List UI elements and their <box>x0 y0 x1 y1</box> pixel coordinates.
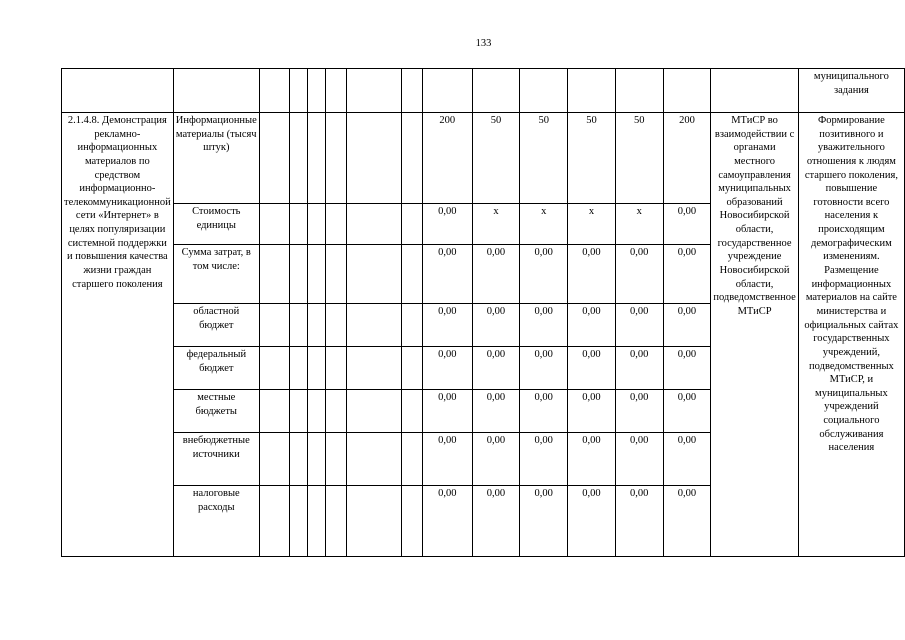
empty-cell <box>472 69 520 113</box>
blank-col-a <box>259 390 289 433</box>
value-cell: 0,00 <box>663 204 711 245</box>
value-cell: 0,00 <box>422 390 472 433</box>
value-cell: 0,00 <box>568 486 616 557</box>
blank-col-a <box>259 347 289 390</box>
empty-cell <box>259 69 289 113</box>
program-table <box>61 68 905 557</box>
blank-col-e <box>347 245 401 304</box>
value-cell: 0,00 <box>663 347 711 390</box>
result-continuation: муниципального задания <box>798 69 904 113</box>
value-cell: 0,00 <box>663 245 711 304</box>
empty-cell <box>62 69 174 113</box>
empty-cell <box>663 69 711 113</box>
blank-col-e <box>347 347 401 390</box>
indicator-label: областной бюджет <box>173 304 259 347</box>
blank-col-f <box>401 204 422 245</box>
empty-cell <box>422 69 472 113</box>
blank-col-c <box>307 245 325 304</box>
blank-col-a <box>259 245 289 304</box>
indicator-label: федеральный бюджет <box>173 347 259 390</box>
value-cell: 0,00 <box>422 486 472 557</box>
blank-col-d <box>326 113 347 204</box>
blank-col-f <box>401 486 422 557</box>
indicator-row <box>62 113 905 204</box>
value-cell: х <box>615 204 663 245</box>
blank-col-b <box>289 204 307 245</box>
blank-col-e <box>347 204 401 245</box>
blank-col-a <box>259 433 289 486</box>
value-cell: х <box>568 204 616 245</box>
blank-col-b <box>289 486 307 557</box>
value-cell: 200 <box>422 113 472 204</box>
empty-cell <box>711 69 798 113</box>
blank-col-c <box>307 204 325 245</box>
blank-col-a <box>259 113 289 204</box>
indicator-label: Информационные материалы (тысяч штук) <box>173 113 259 204</box>
indicator-label: Сумма затрат, в том числе: <box>173 245 259 304</box>
blank-col-d <box>326 390 347 433</box>
value-cell: 0,00 <box>615 390 663 433</box>
blank-col-c <box>307 390 325 433</box>
blank-col-b <box>289 304 307 347</box>
blank-col-e <box>347 390 401 433</box>
continuation-row <box>62 69 905 113</box>
blank-col-f <box>401 113 422 204</box>
value-cell: 0,00 <box>520 245 568 304</box>
value-cell: 0,00 <box>663 486 711 557</box>
empty-cell <box>289 69 307 113</box>
blank-col-d <box>326 245 347 304</box>
empty-cell <box>307 69 325 113</box>
blank-col-d <box>326 486 347 557</box>
value-cell: 200 <box>663 113 711 204</box>
value-cell: 0,00 <box>472 390 520 433</box>
value-cell: 50 <box>520 113 568 204</box>
value-cell: 50 <box>615 113 663 204</box>
executor-cell: МТиСР во взаимодействии с органами местного самоуправления муниципальных образований Новосибирской области, государственное учреждение Новосибирской области, подведомственное МТиСР <box>711 113 798 557</box>
blank-col-a <box>259 486 289 557</box>
empty-cell <box>520 69 568 113</box>
blank-col-c <box>307 486 325 557</box>
value-cell: 0,00 <box>472 486 520 557</box>
value-cell: 0,00 <box>520 390 568 433</box>
value-cell: 0,00 <box>422 304 472 347</box>
blank-col-d <box>326 204 347 245</box>
empty-cell <box>326 69 347 113</box>
value-cell: 0,00 <box>615 347 663 390</box>
blank-col-f <box>401 245 422 304</box>
empty-cell <box>568 69 616 113</box>
page-number: 133 <box>475 38 492 49</box>
blank-col-c <box>307 347 325 390</box>
value-cell: 0,00 <box>615 245 663 304</box>
value-cell: х <box>472 204 520 245</box>
value-cell: 0,00 <box>568 390 616 433</box>
value-cell: 0,00 <box>472 433 520 486</box>
value-cell: 0,00 <box>422 347 472 390</box>
blank-col-d <box>326 347 347 390</box>
value-cell: 0,00 <box>520 304 568 347</box>
blank-col-e <box>347 113 401 204</box>
blank-col-b <box>289 390 307 433</box>
blank-col-f <box>401 347 422 390</box>
empty-cell <box>347 69 401 113</box>
empty-cell <box>173 69 259 113</box>
blank-col-b <box>289 245 307 304</box>
empty-cell <box>615 69 663 113</box>
blank-col-e <box>347 304 401 347</box>
value-cell: 0,00 <box>472 245 520 304</box>
value-cell: 0,00 <box>568 347 616 390</box>
value-cell: 0,00 <box>422 245 472 304</box>
value-cell: х <box>520 204 568 245</box>
blank-col-f <box>401 304 422 347</box>
value-cell: 0,00 <box>615 304 663 347</box>
event-name-cell: 2.1.4.8. Демонстрация рекламно-информационных материалов по средством информационно-телекоммуникационной сети «Интернет» в целях популяризации системной поддержки и повышения качества жизни граждан старшего поколения <box>62 113 174 557</box>
blank-col-e <box>347 433 401 486</box>
blank-col-b <box>289 347 307 390</box>
value-cell: 50 <box>568 113 616 204</box>
value-cell: 0,00 <box>520 347 568 390</box>
value-cell: 0,00 <box>663 304 711 347</box>
blank-col-c <box>307 304 325 347</box>
blank-col-e <box>347 486 401 557</box>
blank-col-d <box>326 304 347 347</box>
blank-col-f <box>401 390 422 433</box>
blank-col-c <box>307 113 325 204</box>
value-cell: 0,00 <box>663 433 711 486</box>
value-cell: 0,00 <box>422 433 472 486</box>
value-cell: 0,00 <box>520 486 568 557</box>
value-cell: 0,00 <box>472 304 520 347</box>
value-cell: 0,00 <box>422 204 472 245</box>
indicator-label: внебюджетные источники <box>173 433 259 486</box>
value-cell: 0,00 <box>520 433 568 486</box>
value-cell: 0,00 <box>568 245 616 304</box>
value-cell: 0,00 <box>568 433 616 486</box>
blank-col-a <box>259 204 289 245</box>
value-cell: 0,00 <box>615 433 663 486</box>
indicator-label: налоговые расходы <box>173 486 259 557</box>
blank-col-d <box>326 433 347 486</box>
value-cell: 0,00 <box>615 486 663 557</box>
blank-col-b <box>289 113 307 204</box>
value-cell: 50 <box>472 113 520 204</box>
blank-col-a <box>259 304 289 347</box>
blank-col-f <box>401 433 422 486</box>
blank-col-b <box>289 433 307 486</box>
indicator-label: местные бюджеты <box>173 390 259 433</box>
result-cell: Формирование позитивного и уважительного отношения к людям старшего поколения, повышение готовности всего населения к происходящим демографическим изменениям. Размещение информационных материалов на сайте министерства и официальных сайтах государственных учреждений, подведомственных МТиСР, и муниципальных учреждений социального обслуживания населения <box>798 113 904 557</box>
value-cell: 0,00 <box>663 390 711 433</box>
indicator-label: Стоимость единицы <box>173 204 259 245</box>
empty-cell <box>401 69 422 113</box>
value-cell: 0,00 <box>568 304 616 347</box>
value-cell: 0,00 <box>472 347 520 390</box>
blank-col-c <box>307 433 325 486</box>
